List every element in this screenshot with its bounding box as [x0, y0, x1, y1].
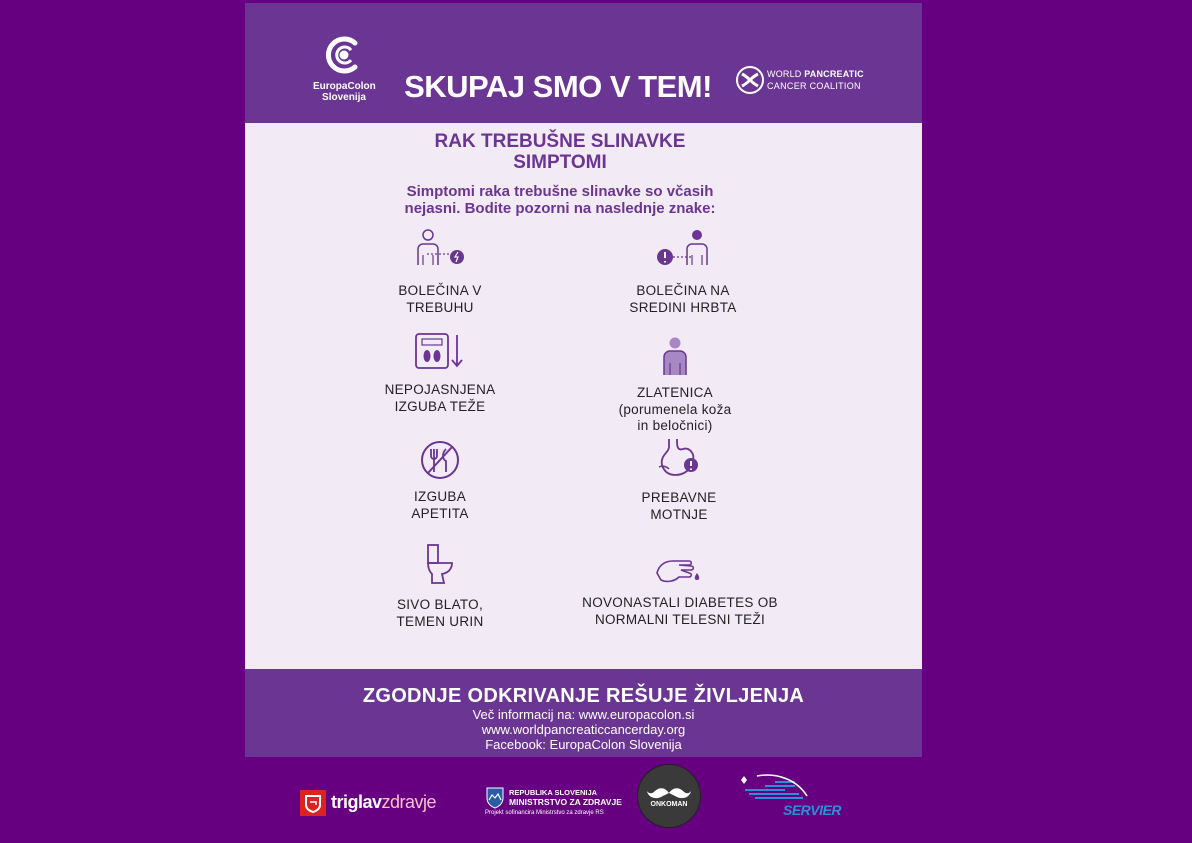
symptom-label: SREDINI HRBTA: [629, 299, 737, 315]
symptom-label: APETITA: [411, 505, 469, 521]
org-name-line1: EuropaColon: [313, 81, 376, 92]
onkoman-logo: ONKOMAN: [637, 764, 701, 828]
footer-info-wpcd[interactable]: www.worldpancreaticcancerday.org: [481, 722, 686, 737]
symptom-label: TEMEN URIN: [396, 613, 484, 629]
symptom-label: NORMALNI TELESNI TEŽI: [594, 611, 766, 627]
abdominal-pain-icon: [413, 227, 467, 269]
symptom-label: in beločnici): [637, 418, 713, 433]
coalition-line2: CANCER COALITION: [767, 81, 861, 91]
footer-info-facebook[interactable]: Facebook: EuropaColon Slovenija: [485, 737, 682, 752]
footer-info-website[interactable]: Več informacij na: www.europacolon.si: [472, 707, 695, 722]
slogan: SKUPAJ SMO V TEM!: [404, 69, 712, 104]
coalition-line1: WORLD PANCREATIC: [767, 69, 864, 79]
stomach-warning-icon: [655, 437, 703, 481]
symptom-label: (porumenela koža: [618, 401, 732, 417]
symptom-diabetes: [565, 551, 795, 628]
toilet-icon: [422, 543, 458, 585]
symptom-label: NOVONASTALI DIABETES OB: [582, 595, 778, 610]
symptom-digestive: [609, 437, 749, 523]
symptom-label: IZGUBA TEŽE: [394, 398, 486, 414]
symptom-stool: [380, 543, 500, 630]
symptom-back-pain: [613, 227, 753, 316]
symptom-appetite-loss: [380, 439, 500, 522]
finger-blood-drop-icon: [655, 551, 705, 589]
wpcc-logo: [735, 65, 875, 97]
header-banner: [245, 3, 922, 123]
no-cutlery-icon: [419, 439, 461, 481]
symptom-label: MOTNJE: [650, 506, 708, 522]
jaundice-person-icon: [655, 335, 695, 377]
triglav-wordmark: triglavzdravje: [331, 792, 437, 812]
symptom-label: BOLEČINA V: [398, 283, 482, 298]
symptom-label: IZGUBA: [413, 489, 467, 504]
footer-headline: ZGODNJE ODKRIVANJE REŠUJE ŽIVLJENJA: [362, 685, 805, 707]
symptom-label: PREBAVNE: [641, 490, 717, 505]
triglav-shield-icon: [300, 790, 326, 816]
symptom-label: TREBUHU: [406, 299, 474, 315]
intro-text: Simptomi raka trebušne slinavke so včasih nejasni. Bodite pozorni na naslednje znake:: [404, 183, 716, 217]
europacolon-c-icon: [324, 35, 364, 75]
back-pain-icon: [655, 227, 711, 269]
europacolon-logo: [313, 35, 375, 103]
symptom-abdominal-pain: [380, 227, 500, 316]
poster: [245, 3, 922, 757]
scale-weight-loss-icon: [413, 331, 467, 373]
ministry-of-health-logo: REPUBLIKA SLOVENIJA MINISTRSTVO ZA ZDRAVJE Projekt sofinancira Ministrstvo za zdravje RS: [485, 788, 622, 816]
slovenia-coat-of-arms-icon: [485, 786, 505, 810]
symptom-jaundice: [605, 335, 745, 435]
wpcc-ribbon-icon: [735, 65, 765, 95]
symptom-label: SIVO BLATO,: [396, 597, 484, 612]
org-name-line2: Slovenija: [322, 92, 366, 103]
symptom-weight-loss: [370, 331, 510, 415]
sponsor-strip: [245, 760, 922, 840]
symptom-label: ZLATENICA: [637, 385, 713, 400]
page-title: RAK TREBUŠNE SLINAVKE SIMPTOMI: [434, 131, 686, 173]
servier-logo: SERVIER: [735, 770, 860, 830]
symptom-label: BOLEČINA NA: [636, 283, 730, 298]
symptom-label: NEPOJASNJENA: [384, 382, 496, 397]
footer-banner: [245, 669, 922, 757]
